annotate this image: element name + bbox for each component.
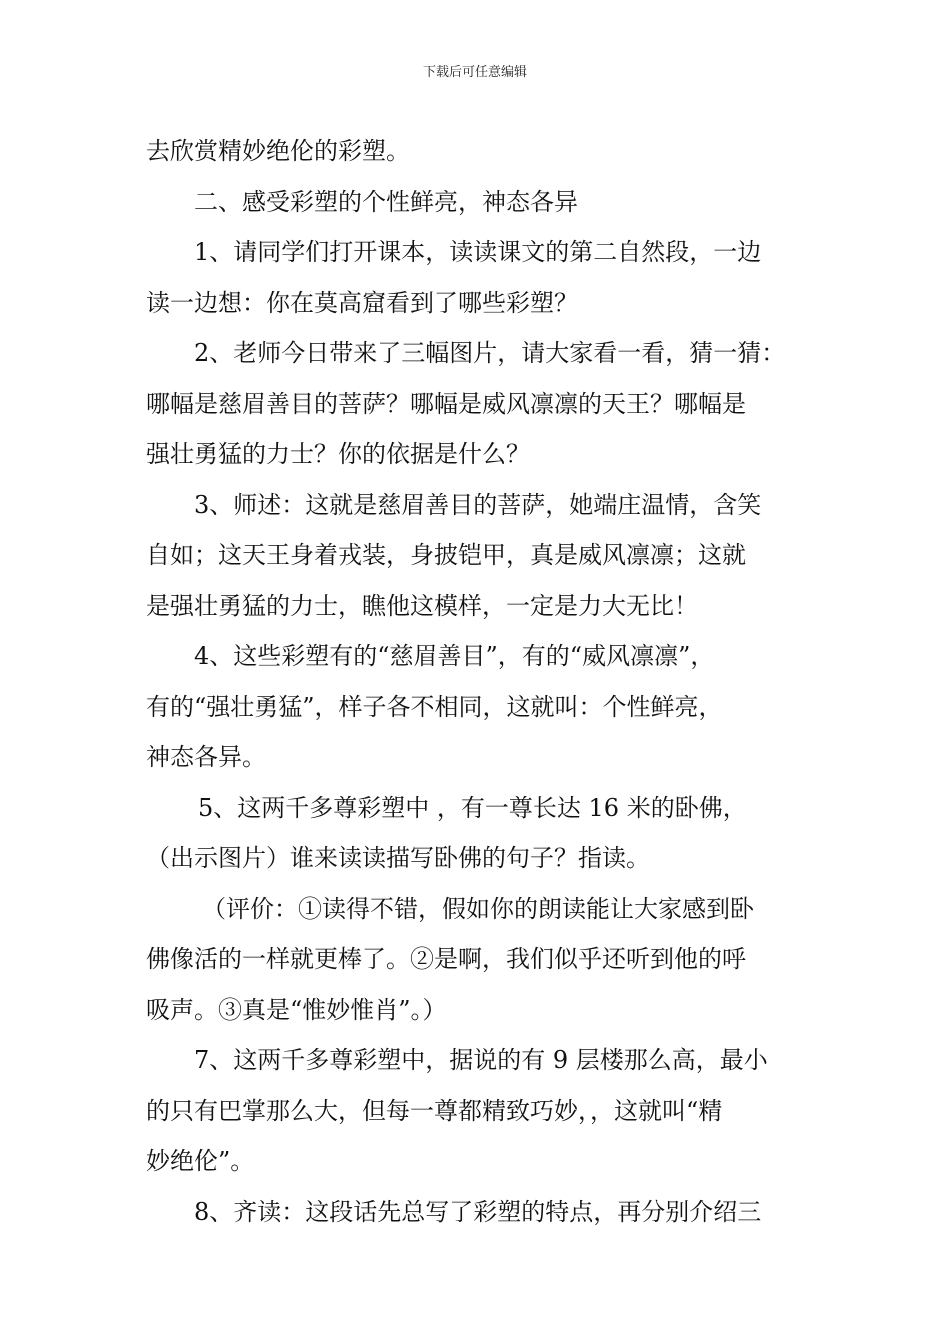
paragraph-line: 8、齐读：这段话先总写了彩塑的特点，再分别介绍三 (194, 1197, 762, 1226)
paragraph-line: （评价：①读得不错，假如你的朗读能让大家感到卧 (202, 894, 754, 923)
paragraph-line: 哪幅是慈眉善目的菩萨？哪幅是威风凛凛的天王？哪幅是 (146, 389, 746, 418)
paragraph-line: （出示图片）谁来读读描写卧佛的句子？指读。 (146, 844, 650, 872)
paragraph-line: 去欣赏精妙绝伦的彩塑。 (146, 137, 410, 165)
paragraph-line: 吸声。③真是“惟妙惟肖”。） (146, 995, 447, 1024)
paragraph-line: 妙绝伦”。 (146, 1147, 255, 1175)
paragraph-line: 3、师述：这就是慈眉善目的菩萨，她端庄温情，含笑 (194, 490, 762, 519)
paragraph-line: 佛像活的一样就更棒了。②是啊，我们似乎还听到他的呼 (146, 945, 746, 973)
paragraph-line: 自如；这天王身着戎装，身披铠甲，真是威风凛凛；这就 (146, 541, 746, 569)
paragraph-line: 4、这些彩塑有的“慈眉善目”，有的“威风凛凛”， (194, 642, 715, 670)
paragraph-line: 有的“强壮勇猛”，样子各不相同，这就叫：个性鲜亮， (146, 692, 723, 721)
paragraph-line: 读一边想：你在莫高窟看到了哪些彩塑？ (146, 288, 578, 317)
paragraph-line: 是强壮勇猛的力士，瞧他这模样，一定是力大无比！ (146, 591, 698, 620)
page-header: 下载后可任意编辑 (422, 65, 527, 80)
paragraph-line: 7、这两千多尊彩塑中，据说的有 9 层楼那么高，最小 (194, 1046, 768, 1074)
section-heading: 二、感受彩塑的个性鲜亮，神态各异 (194, 187, 578, 216)
paragraph-line: 神态各异。 (146, 743, 266, 771)
paragraph-line: 1、请同学们打开课本，读读课文的第二自然段，一边 (194, 238, 762, 266)
document-body (146, 126, 814, 1237)
paragraph-line: 5、这两千多尊彩塑中 ，有一尊长达 16 米的卧佛， (198, 793, 747, 822)
paragraph-line: 强壮勇猛的力士？你的依据是什么？ (146, 440, 530, 468)
paragraph-line: 2、老师今日带来了三幅图片，请大家看一看，猜一猜： (194, 339, 786, 367)
paragraph-line: 的只有巴掌那么大，但每一尊都精致巧妙，，这就叫“精 (146, 1096, 723, 1125)
